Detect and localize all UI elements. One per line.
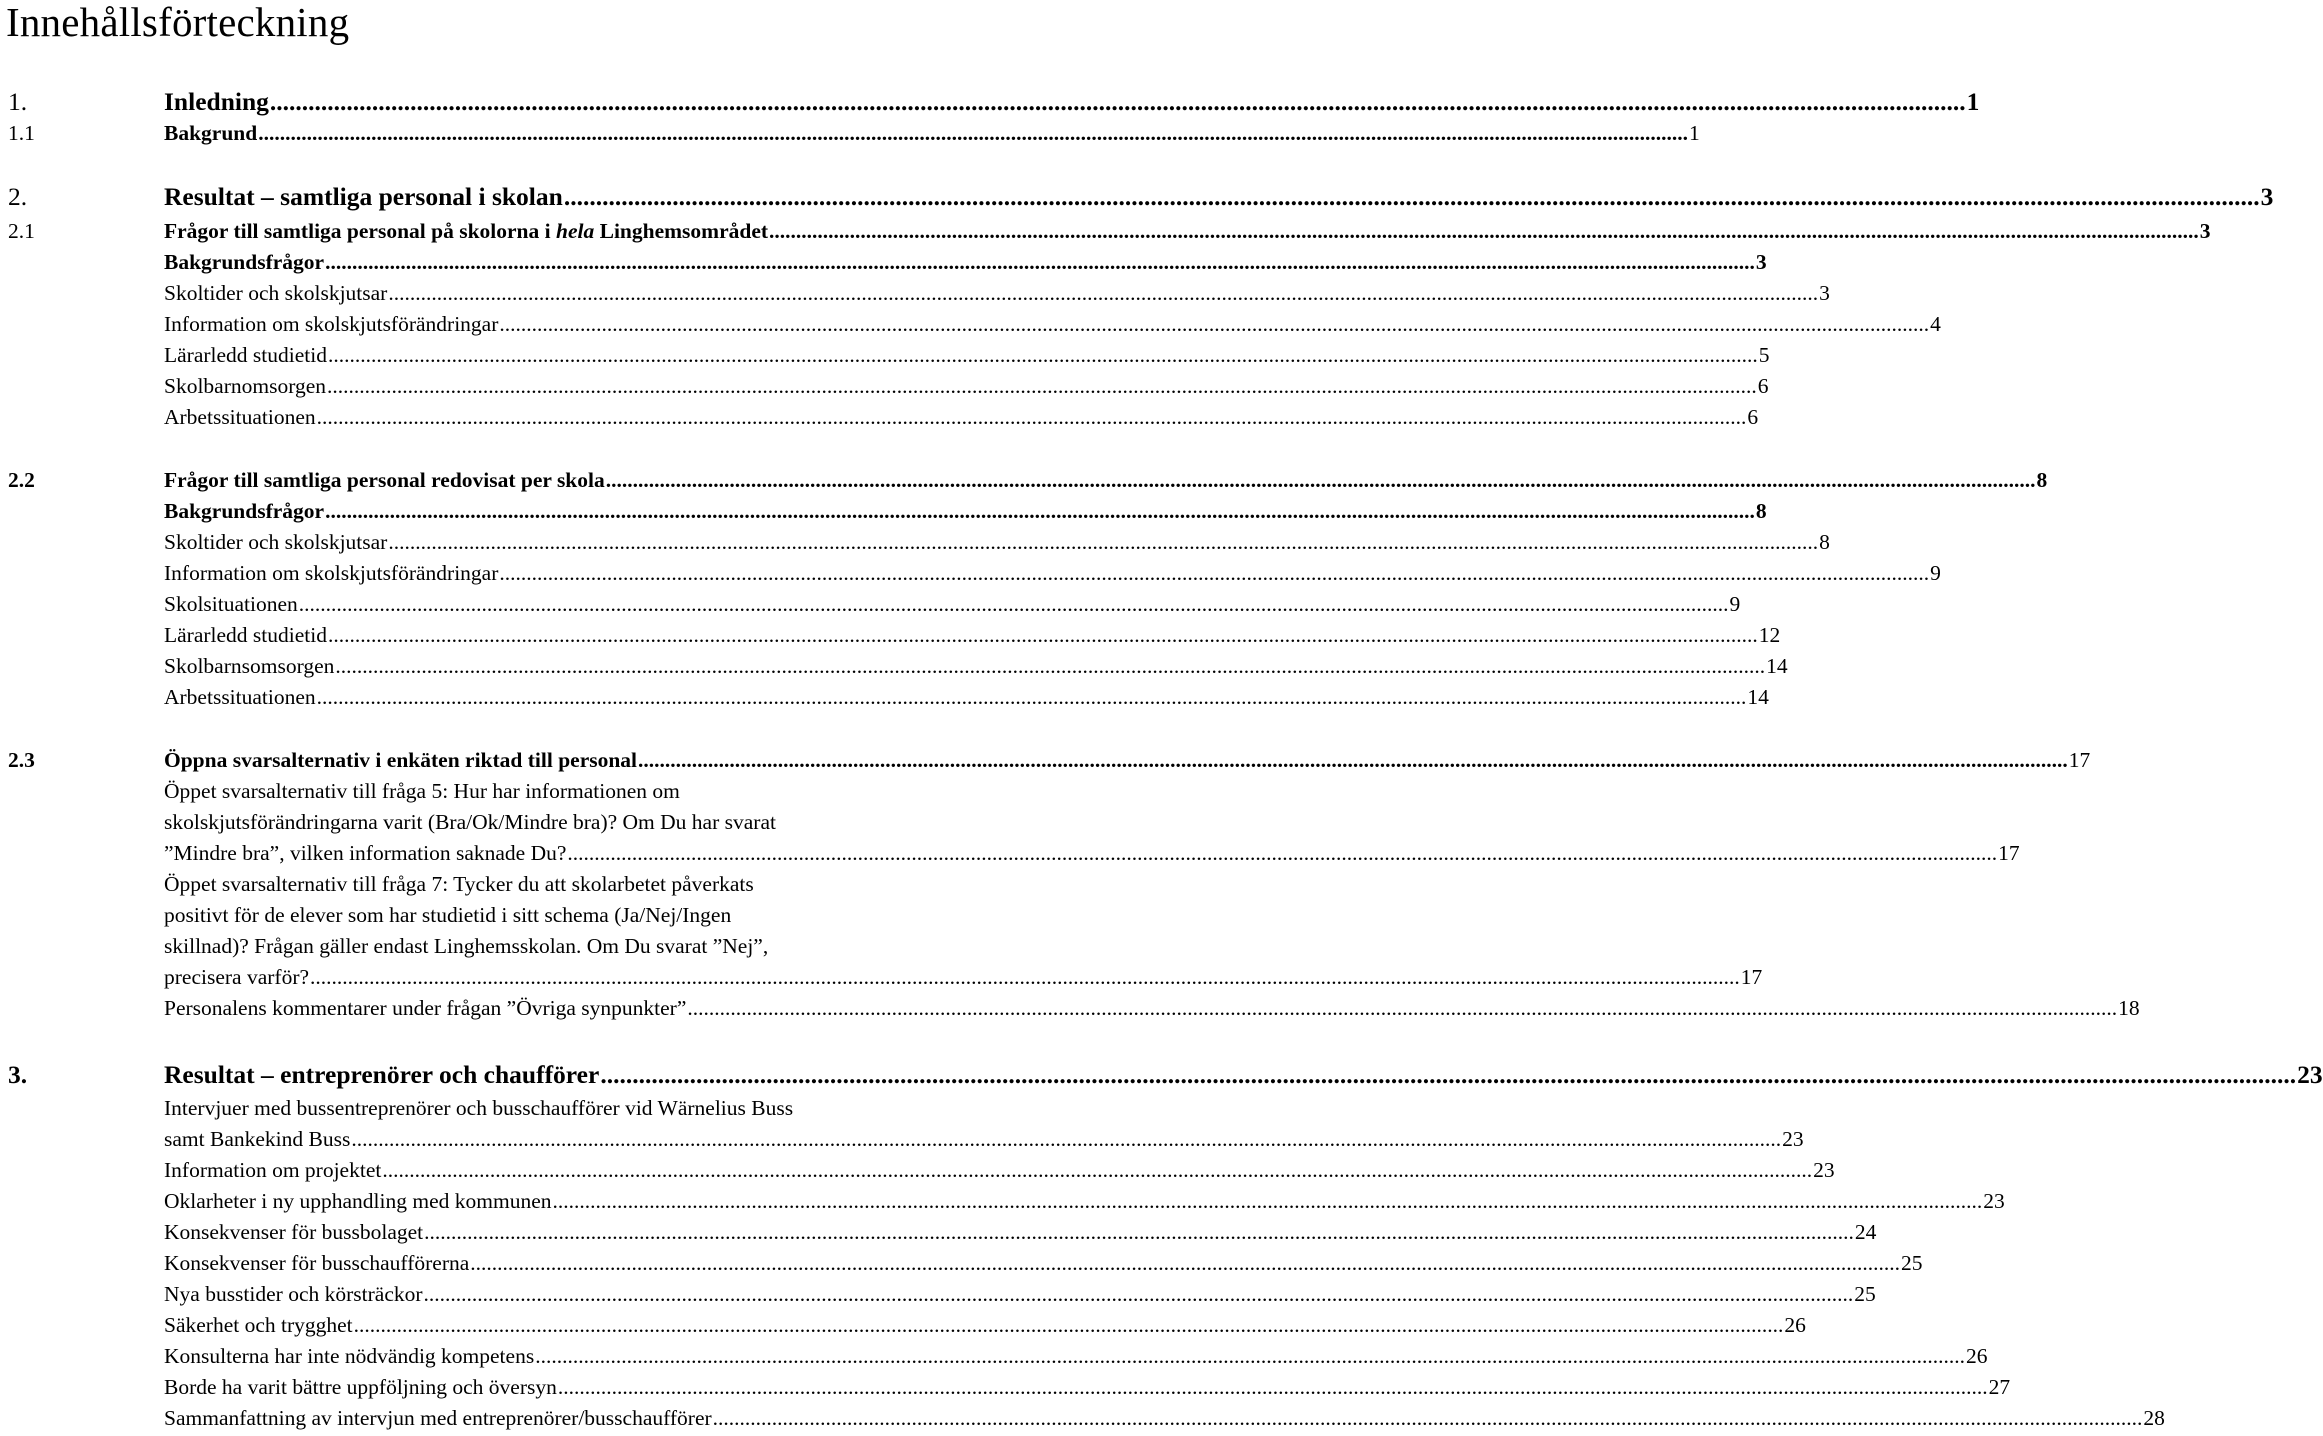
section-number: 1.1 <box>8 121 35 145</box>
entry-label: Nya busstider och körsträckor <box>164 1282 423 1306</box>
toc-entry-fragor-hela[interactable] <box>8 216 2211 247</box>
dot-leader: .......................................................................................................................................................................................................................................................................... <box>535 1344 1965 1368</box>
dot-leader: .......................................................................................................................................................................................................................................................................... <box>499 312 1930 336</box>
toc-entry-konsekvenser-busschaufforerna[interactable] <box>164 1248 1923 1279</box>
entry-last-line <box>164 962 1763 993</box>
dot-leader: .......................................................................................................................................................................................................................................................................... <box>325 250 1755 274</box>
page-number: 28 <box>2143 1406 2165 1430</box>
dot-leader: .......................................................................................................................................................................................................................................................................... <box>298 592 1729 616</box>
section-number: 1. <box>8 87 28 116</box>
dot-leader: .......................................................................................................................................................................................................................................................................... <box>423 1282 1854 1306</box>
toc-entry-skolbarnomsorgen[interactable] <box>164 371 1769 402</box>
entry-label: Frågor till samtliga personal på skolorna i hela Linghemsområdet <box>164 219 769 243</box>
dot-leader: .......................................................................................................................................................................................................................................................................... <box>316 685 1747 709</box>
page-number: 9 <box>1729 592 1741 616</box>
entry-label: Bakgrundsfrågor <box>164 250 325 274</box>
dot-leader: .......................................................................................................................................................................................................................................................................... <box>382 1158 1813 1182</box>
entry-label: Personalens kommentarer under frågan ”Övriga synpunkter” <box>164 996 687 1020</box>
toc-entry-resultat-personal[interactable] <box>8 181 2274 212</box>
entry-label: Resultat – samtliga personal i skolan <box>164 182 563 211</box>
entry-label: Skolsituationen <box>164 592 298 616</box>
page-number: 18 <box>2118 996 2140 1020</box>
toc-entry-fragor-per-skola[interactable] <box>8 465 2048 496</box>
toc-entry-uppfoljning[interactable] <box>164 1372 2011 1403</box>
dot-leader: .......................................................................................................................................................................................................................................................................... <box>600 1060 2297 1089</box>
toc-entry-sammanfattning[interactable] <box>164 1403 2165 1434</box>
page-number: 8 <box>2036 468 2048 492</box>
dot-leader: .......................................................................................................................................................................................................................................................................... <box>269 87 1966 116</box>
toc-entry-inledning[interactable] <box>8 86 1980 117</box>
entry-label: Resultat – entreprenörer och chaufförer <box>164 1060 600 1089</box>
toc-entry-lararledd[interactable] <box>164 340 1770 371</box>
dot-leader: .......................................................................................................................................................................................................................................................................... <box>552 1189 1983 1213</box>
toc-entry-sakerhet[interactable] <box>164 1310 1806 1341</box>
dot-leader: .......................................................................................................................................................................................................................................................................... <box>388 281 1819 305</box>
section-number: 3. <box>8 1060 28 1089</box>
entry-label: Information om skolskjutsförändringar <box>164 561 499 585</box>
entry-label: Säkerhet och trygghet <box>164 1313 353 1337</box>
entry-label: Frågor till samtliga personal redovisat per skola <box>164 468 605 492</box>
toc-entry-lararledd[interactable] <box>164 620 1781 651</box>
page-number: 26 <box>1784 1313 1806 1337</box>
entry-label: Skoltider och skolskjutsar <box>164 530 388 554</box>
dot-leader: .......................................................................................................................................................................................................................................................................... <box>388 530 1819 554</box>
page-title: Innehållsförteckning <box>6 0 350 45</box>
entry-label: Konsekvenser för bussbolaget <box>164 1220 424 1244</box>
entry-label: Bakgrundsfrågor <box>164 499 325 523</box>
toc-entry-fraga-5[interactable] <box>164 776 2020 869</box>
entry-label: Konsulterna har inte nödvändig kompetens <box>164 1344 535 1368</box>
toc-entry-skolsituationen[interactable] <box>164 589 1741 620</box>
toc-entry-bakgrund[interactable] <box>8 118 1700 149</box>
toc-entry-skolbarnsomsorgen[interactable] <box>164 651 1788 682</box>
entry-label: Oklarheter i ny upphandling med kommunen <box>164 1189 552 1213</box>
section-number: 2.2 <box>8 468 35 492</box>
toc-entry-skoltider[interactable] <box>164 278 1830 309</box>
toc-entry-oppna-svarsalternativ[interactable] <box>8 745 2091 776</box>
dot-leader: .......................................................................................................................................................................................................................................................................... <box>327 623 1758 647</box>
entry-label: Lärarledd studietid <box>164 343 327 367</box>
entry-label: Information om skolskjutsförändringar <box>164 312 499 336</box>
entry-label: Konsekvenser för busschaufförerna <box>164 1251 470 1275</box>
entry-label: Lärarledd studietid <box>164 623 327 647</box>
page-number: 26 <box>1965 1344 1988 1368</box>
dot-leader: .......................................................................................................................................................................................................................................................................... <box>335 654 1766 678</box>
dot-leader: .......................................................................................................................................................................................................................................................................... <box>258 121 1688 145</box>
entry-line: Intervjuer med bussentreprenörer och busschaufförer vid Wärnelius Buss <box>164 1096 794 1120</box>
page-number: 8 <box>1819 530 1830 554</box>
dot-leader: .......................................................................................................................................................................................................................................................................... <box>499 561 1930 585</box>
dot-leader: .......................................................................................................................................................................................................................................................................... <box>605 468 2036 492</box>
dot-leader: .......................................................................................................................................................................................................................................................................... <box>470 1251 1901 1275</box>
entry-line: samt Bankekind Buss <box>164 1127 351 1151</box>
entry-last-line <box>164 838 2020 869</box>
page-number: 14 <box>1766 654 1788 678</box>
toc-entry-fraga-7[interactable] <box>164 869 1763 993</box>
dot-leader: .......................................................................................................................................................................................................................................................................... <box>351 1127 1782 1151</box>
page-number: 6 <box>1747 405 1759 429</box>
page-number: 24 <box>1854 1220 1877 1244</box>
page-number: 3 <box>2199 219 2211 243</box>
entry-label: Sammanfattning av intervjun med entreprenörer/busschaufförer <box>164 1406 712 1430</box>
entry-line: skolskjutsförändringarna varit (Bra/Ok/Mindre bra)? Om Du har svarat <box>164 810 776 834</box>
dot-leader: .......................................................................................................................................................................................................................................................................... <box>687 996 2118 1020</box>
toc-entry-resultat-entreprenorer[interactable] <box>8 1059 2323 1090</box>
toc-entry-information[interactable] <box>164 558 1941 589</box>
page-number: 23 <box>2297 1060 2323 1089</box>
page-number: 25 <box>1854 1282 1876 1306</box>
section-number: 2.1 <box>8 219 35 243</box>
page-number: 6 <box>1757 374 1769 398</box>
page-number: 1 <box>1688 121 1700 145</box>
dot-leader: .......................................................................................................................................................................................................................................................................... <box>567 841 1998 865</box>
dot-leader: .......................................................................................................................................................................................................................................................................... <box>563 182 2260 211</box>
dot-leader: .......................................................................................................................................................................................................................................................................... <box>325 499 1755 523</box>
dot-leader: .......................................................................................................................................................................................................................................................................... <box>310 965 1740 989</box>
toc-entry-konsulterna[interactable] <box>164 1341 1988 1372</box>
entry-label: Arbetssituationen <box>164 685 316 709</box>
entry-label: Borde ha varit bättre uppföljning och översyn <box>164 1375 557 1399</box>
entry-last-line <box>164 1124 1804 1155</box>
entry-line: Öppet svarsalternativ till fråga 5: Hur har informationen om <box>164 779 680 803</box>
toc-entry-oklarheter[interactable] <box>164 1186 2005 1217</box>
dot-leader: .......................................................................................................................................................................................................................................................................... <box>424 1220 1854 1244</box>
toc-entry-konsekvenser-bussbolaget[interactable] <box>164 1217 1877 1248</box>
emphasis-text: hela <box>556 219 595 243</box>
entry-line: positivt för de elever som har studietid i sitt schema (Ja/Nej/Ingen <box>164 903 732 927</box>
entry-line: precisera varför? <box>164 965 310 989</box>
entry-label: Skolbarnomsorgen <box>164 374 327 398</box>
dot-leader: .......................................................................................................................................................................................................................................................................... <box>638 748 2068 772</box>
page-number: 27 <box>1988 1375 2011 1399</box>
toc-entry-bakgrundsfragor[interactable] <box>164 496 1767 527</box>
entry-label: Arbetssituationen <box>164 405 316 429</box>
page-number: 8 <box>1755 499 1767 523</box>
page-number: 4 <box>1930 312 1941 336</box>
toc-entry-information-om-projektet[interactable] <box>164 1155 1835 1186</box>
dot-leader: .......................................................................................................................................................................................................................................................................... <box>327 343 1758 367</box>
toc-entry-skoltider[interactable] <box>164 527 1830 558</box>
page-number: 3 <box>1819 281 1830 305</box>
page-number: 23 <box>1782 1127 1804 1151</box>
dot-leader: .......................................................................................................................................................................................................................................................................... <box>327 374 1757 398</box>
section-number: 2. <box>8 182 28 211</box>
page-number: 5 <box>1758 343 1770 367</box>
dot-leader: .......................................................................................................................................................................................................................................................................... <box>353 1313 1784 1337</box>
page-number: 3 <box>1755 250 1767 274</box>
toc-entry-bakgrundsfragor[interactable] <box>164 247 1767 278</box>
dot-leader: .......................................................................................................................................................................................................................................................................... <box>712 1406 2143 1430</box>
entry-line: ”Mindre bra”, vilken information saknade Du? <box>164 841 567 865</box>
page-number: 3 <box>2260 182 2274 211</box>
toc-entry-arbetssituationen[interactable] <box>164 682 1769 713</box>
entry-label: Inledning <box>164 87 269 116</box>
page-number: 14 <box>1747 685 1769 709</box>
entry-label: Skoltider och skolskjutsar <box>164 281 388 305</box>
page-number: 23 <box>1813 1158 1835 1182</box>
toc-entry-arbetssituationen[interactable] <box>164 402 1759 433</box>
entry-label: Skolbarnsomsorgen <box>164 654 335 678</box>
page-number: 23 <box>1983 1189 2005 1213</box>
entry-label: Information om projektet <box>164 1158 382 1182</box>
page-number: 17 <box>2068 748 2091 772</box>
section-number: 2.3 <box>8 748 35 772</box>
toc-entry-intervjuer[interactable] <box>164 1093 1804 1155</box>
page-number: 9 <box>1930 561 1941 585</box>
dot-leader: .......................................................................................................................................................................................................................................................................... <box>557 1375 1988 1399</box>
page-number: 17 <box>1740 965 1763 989</box>
toc-entry-personalens-kommentarer[interactable] <box>164 993 2140 1024</box>
toc-entry-nya-busstider[interactable] <box>164 1279 1876 1310</box>
dot-leader: .......................................................................................................................................................................................................................................................................... <box>769 219 2199 243</box>
entry-line: skillnad)? Frågan gäller endast Linghemsskolan. Om Du svarat ”Nej”, <box>164 934 769 958</box>
toc-entry-information[interactable] <box>164 309 1941 340</box>
dot-leader: .......................................................................................................................................................................................................................................................................... <box>316 405 1747 429</box>
page-number: 17 <box>1998 841 2020 865</box>
entry-line: Öppet svarsalternativ till fråga 7: Tycker du att skolarbetet påverkats <box>164 872 754 896</box>
page-number: 12 <box>1758 623 1781 647</box>
entry-label: Öppna svarsalternativ i enkäten riktad till personal <box>164 748 638 772</box>
page-number: 1 <box>1966 87 1980 116</box>
page-number: 25 <box>1901 1251 1923 1275</box>
entry-label: Bakgrund <box>164 121 258 145</box>
